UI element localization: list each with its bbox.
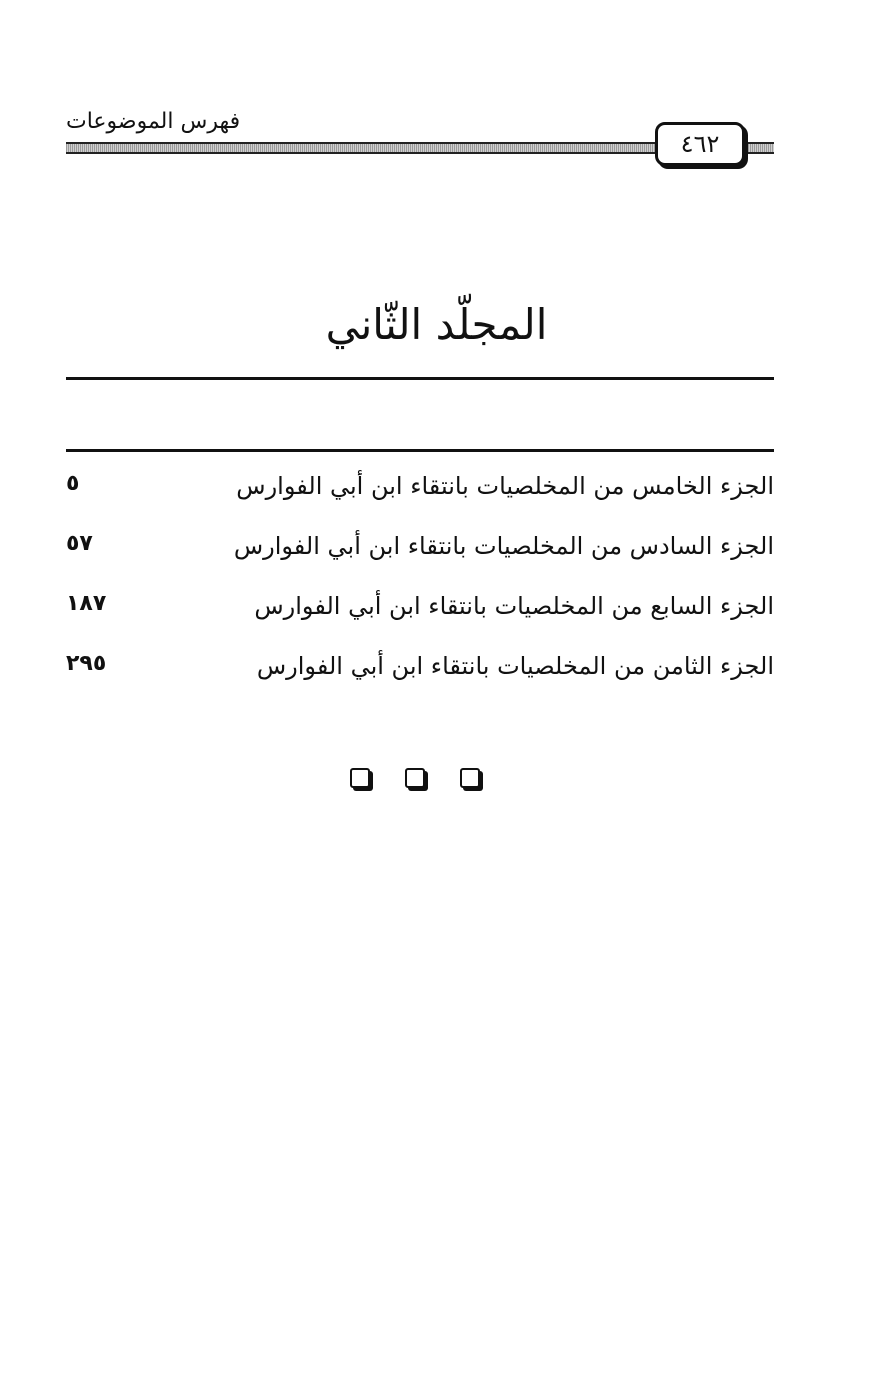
- toc-entry-title: الجزء الثامن من المخلصيات بانتقاء ابن أبي الفوارس: [256, 652, 774, 680]
- toc-entry: [66, 520, 774, 580]
- toc-entry-page: ٢٩٥: [66, 651, 107, 676]
- toc-entry-page: ٥: [66, 471, 80, 496]
- toc-entry-page: ٥٧: [66, 531, 93, 556]
- running-header-title: فهرس الموضوعات: [66, 109, 241, 134]
- square-bullet-icon: [460, 768, 480, 788]
- table-of-contents: [66, 460, 774, 700]
- page-number: ٤٦٢: [655, 122, 745, 166]
- toc-entry-title: الجزء السادس من المخلصيات بانتقاء ابن أبي الفوارس: [233, 532, 774, 560]
- toc-entry-title: الجزء السابع من المخلصيات بانتقاء ابن أبي الفوارس: [254, 592, 774, 620]
- toc-entry-title: الجزء الخامس من المخلصيات بانتقاء ابن أبي الفوارس: [236, 472, 774, 500]
- square-bullet-icon: [350, 768, 370, 788]
- toc-entry: [66, 640, 774, 700]
- toc-entry: [66, 580, 774, 640]
- toc-top-divider: [66, 449, 774, 452]
- square-bullet-icon: [405, 768, 425, 788]
- toc-entry: [66, 460, 774, 520]
- heading-divider: [66, 377, 774, 380]
- toc-entry-page: ١٨٧: [66, 591, 107, 616]
- volume-heading: المجلّد الثّاني: [325, 300, 548, 349]
- end-ornament: [350, 768, 480, 796]
